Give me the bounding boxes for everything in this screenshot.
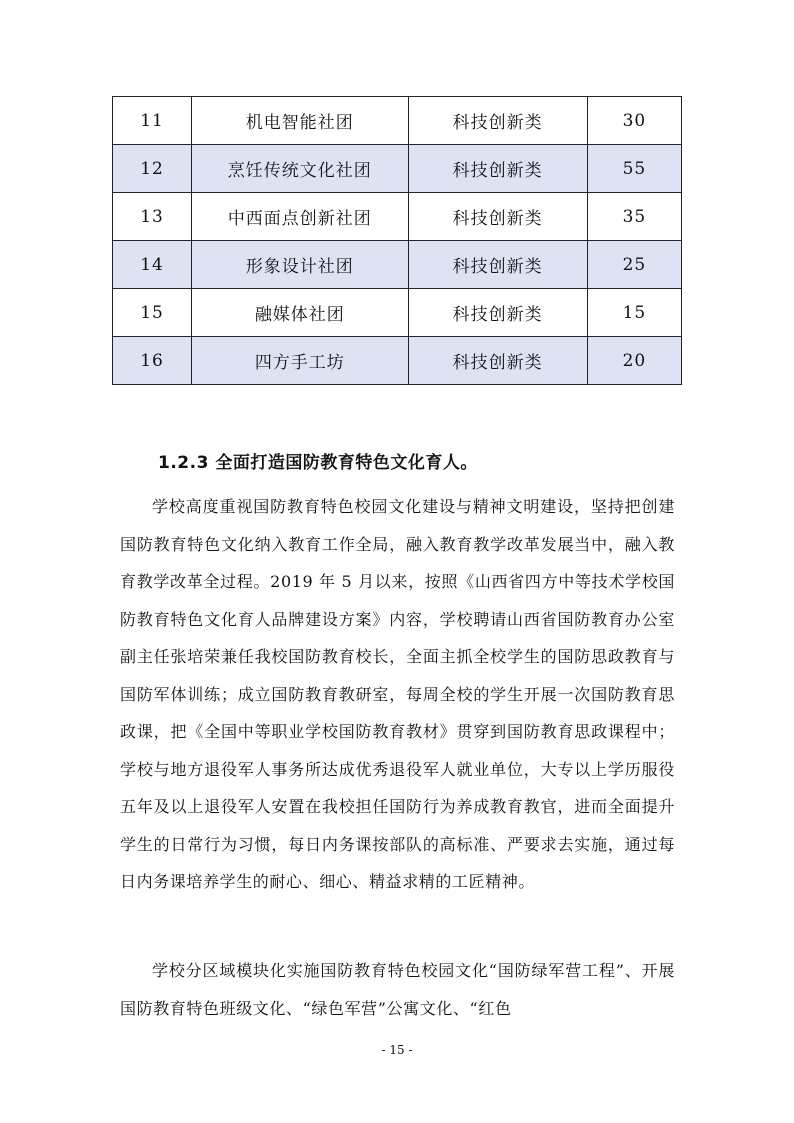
table-row [113,193,682,241]
club-table [112,96,682,385]
club-name-cell: 四方手工坊 [192,337,408,385]
club-name-cell: 机电智能社团 [192,97,408,145]
club-number-cell: 15 [113,289,192,337]
page-number: - 15 - [381,1043,413,1057]
club-category-cell: 科技创新类 [408,97,587,145]
table-row [113,241,682,289]
club-member-count-cell: 15 [587,289,681,337]
club-table-body [113,97,682,385]
club-member-count-cell: 55 [587,145,681,193]
club-number-cell: 12 [113,145,192,193]
body-paragraph: 学校高度重视国防教育特色校园文化建设与精神文明建设，坚持把创建国防教育特色文化纳入教育工作全局，融入教育教学改革发展当中，融入教育教学改革全过程。2019 年 5 月以来，按照《山西省四方中等技术学校国防教育特色文化育人品牌建设方案》内容，学校聘请山西省国防教育办公室副主任张培荣兼任我校国防教育校长，全面主抓全校学生的国防思政教育与国防军体训练；成立国防教育教研室，每周全校的学生开展一次国防教育思政课，把《全国中等职业学校国防教育教材》贯穿到国防教育思政课程中；学校与地方退役军人事务所达成优秀退役军人就业单位，大专以上学历服役五年及以上退役军人安置在我校担任国防行为养成教育教官，进而全面提升学生的日常行为习惯，每日内务课按部队的高标准、严要求去实施，通过每日内务课培养学生的耐心、细心、精益求精的工匠精神。 [120,497,675,891]
table-row [113,289,682,337]
club-number-cell: 13 [113,193,192,241]
club-name-cell: 烹饪传统文化社团 [192,145,408,193]
table-row [113,337,682,385]
table-row [113,145,682,193]
club-name-cell: 形象设计社团 [192,241,408,289]
table-row [113,97,682,145]
club-category-cell: 科技创新类 [408,145,587,193]
club-name-cell: 中西面点创新社团 [192,193,408,241]
club-member-count-cell: 30 [587,97,681,145]
club-number-cell: 14 [113,241,192,289]
club-category-cell: 科技创新类 [408,193,587,241]
club-category-cell: 科技创新类 [408,241,587,289]
club-member-count-cell: 20 [587,337,681,385]
club-category-cell: 科技创新类 [408,337,587,385]
club-member-count-cell: 35 [587,193,681,241]
club-number-cell: 16 [113,337,192,385]
club-category-cell: 科技创新类 [408,289,587,337]
section-heading: 1.2.3 全面打造国防教育特色文化育人。 [158,453,478,473]
club-name-cell: 融媒体社团 [192,289,408,337]
body-paragraph: 学校分区域模块化实施国防教育特色校园文化“国防绿军营工程”、开展国防教育特色班级文化、“绿色军营”公寓文化、“红色 [120,961,675,1018]
club-number-cell: 11 [113,97,192,145]
club-member-count-cell: 25 [587,241,681,289]
